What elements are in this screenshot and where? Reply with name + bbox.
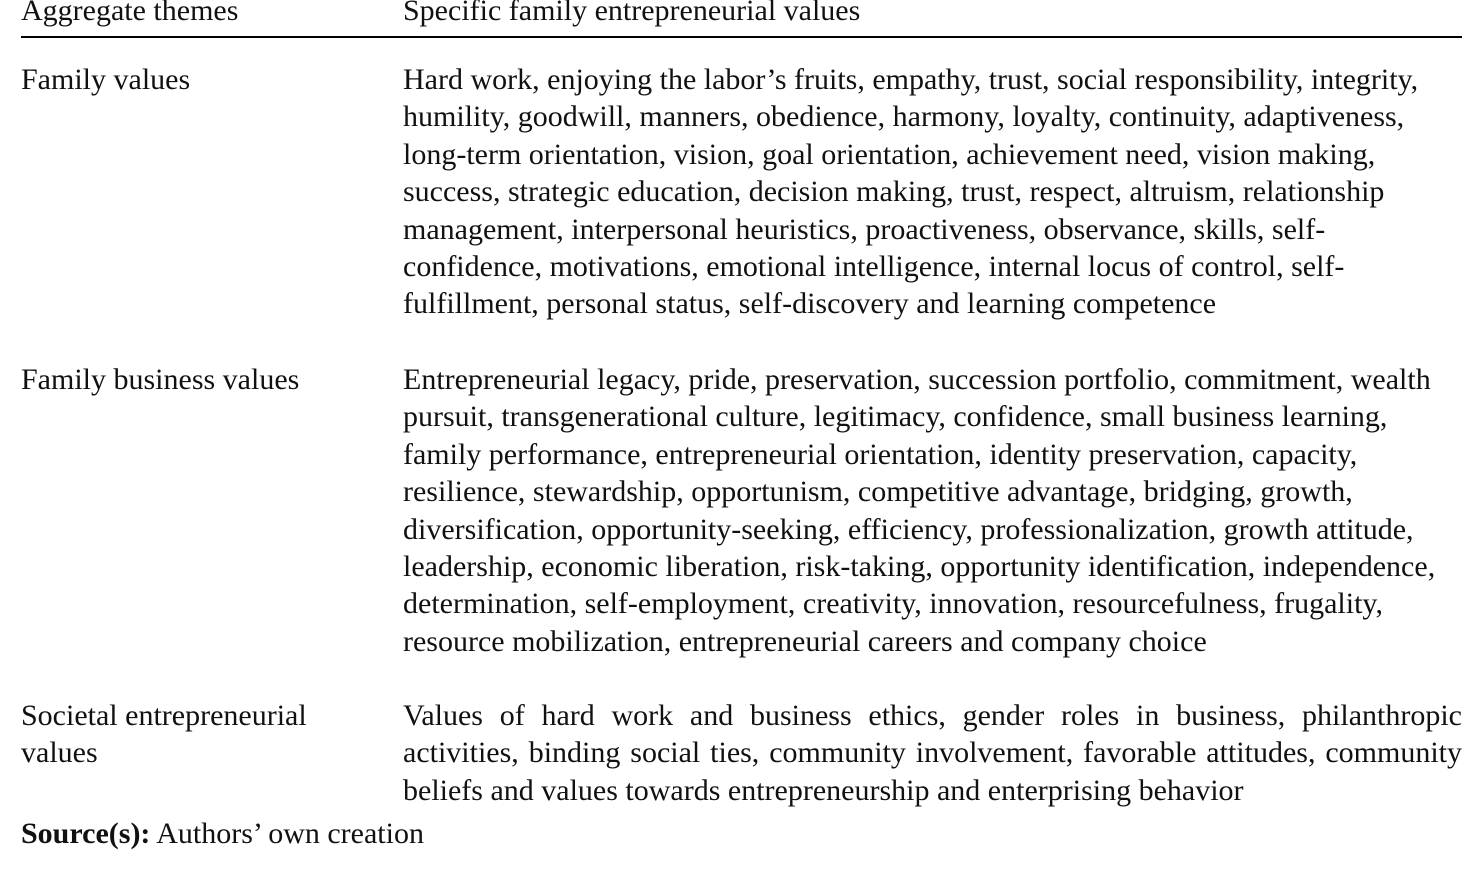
table-body	[21, 61, 1462, 809]
theme-cell: Family values	[21, 63, 191, 96]
table-row	[21, 697, 1462, 809]
header-specific-values: Specific family entrepreneurial values	[403, 0, 861, 27]
source-text: Authors’ own creation	[150, 817, 424, 850]
source-label: Source(s):	[21, 817, 151, 850]
source-note	[21, 815, 424, 852]
theme-cell: Societal entrepreneurial values	[21, 699, 307, 770]
values-cell: Values of hard work and business ethics, gender roles in business, philanthropic activities, binding social ties, community involvement, favorable attitudes, community beliefs and values towards entrepreneurship and enterprising behavior	[403, 699, 1462, 807]
table-row	[21, 361, 1462, 697]
table-row	[21, 61, 1462, 361]
table-header-row	[21, 0, 1462, 38]
values-cell: Hard work, enjoying the labor’s fruits, empathy, trust, social responsibility, integrity, humility, goodwill, manners, obedience, harmony, loyalty, continuity, adaptiveness, long-term orientation, vision, goal orientation, achievement need, vision making, success, strategic education, decision making, trust, respect, altruism, relationship management, interpersonal heuristics, proactiveness, observance, skills, self-confidence, motivations, emotional intelligence, internal locus of control, self-fulfillment, personal status, self-discovery and learning competence	[403, 63, 1419, 321]
values-cell: Entrepreneurial legacy, pride, preservation, succession portfolio, commitment, wealth pursuit, transgenerational culture, legitimacy, confidence, small business learning, family performance, entrepreneurial orientation, identity preservation, capacity, resilience, stewardship, opportunism, competitive advantage, bridging, growth, diversification, opportunity-seeking, efficiency, professionalization, growth attitude, leadership, economic liberation, risk-taking, opportunity identification, independence, determination, self-employment, creativity, innovation, resourcefulness, frugality, resource mobilization, entrepreneurial careers and company choice	[403, 363, 1436, 658]
theme-cell: Family business values	[21, 363, 300, 396]
header-aggregate-themes: Aggregate themes	[21, 0, 239, 27]
values-table	[21, 0, 1462, 809]
